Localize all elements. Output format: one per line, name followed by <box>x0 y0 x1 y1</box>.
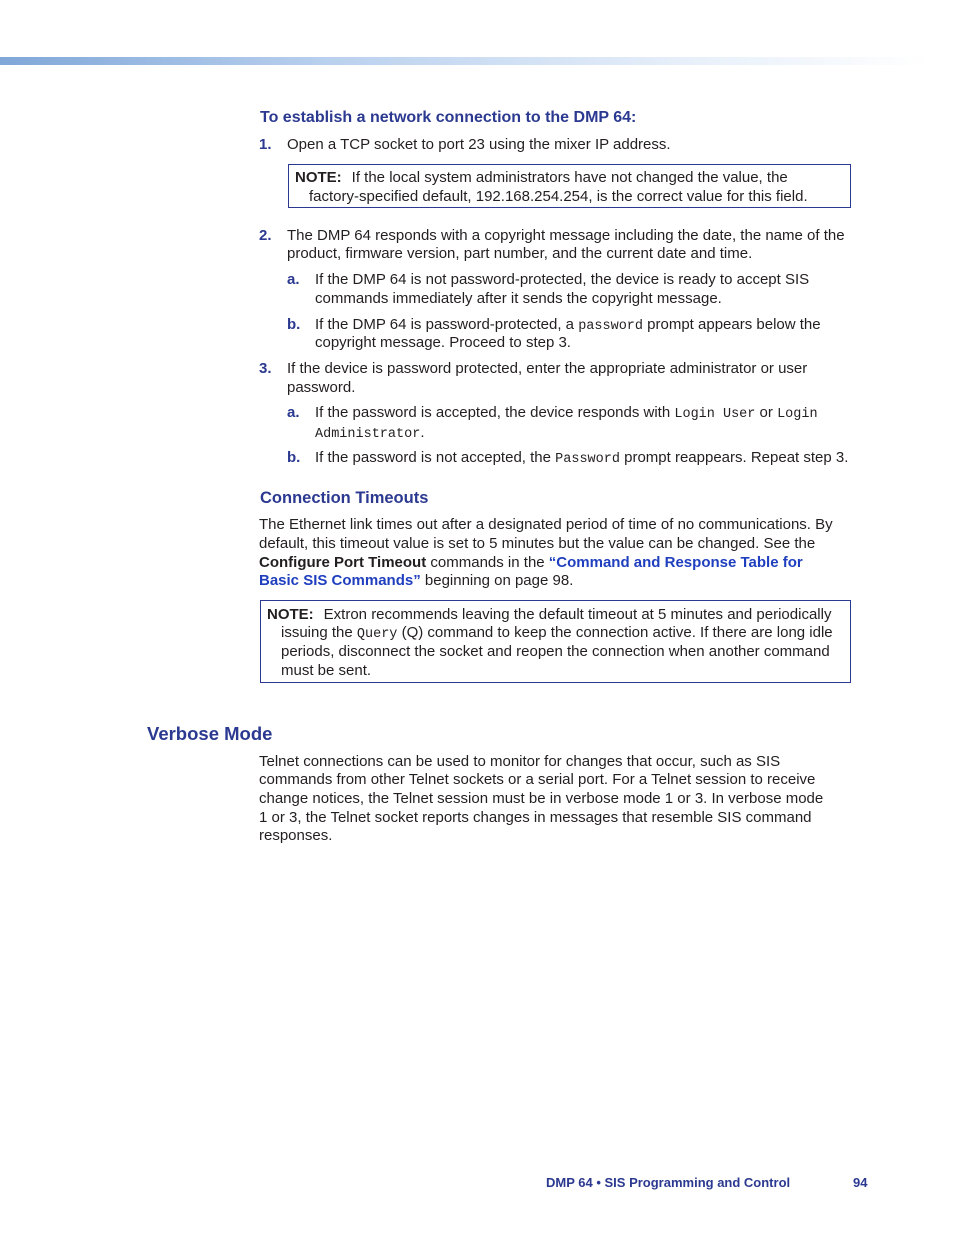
text-run: prompt reappears. Repeat step 3. <box>619 449 849 466</box>
code-administrator: Administrator <box>315 427 421 442</box>
step-2a-line: commands immediately after it sends the copyright message. <box>315 290 722 307</box>
step-2b-number: b. <box>287 316 301 333</box>
timeout-para-line <box>259 571 573 590</box>
step-1-text: Open a TCP socket to port 23 using the mixer IP address. <box>287 136 671 153</box>
step-2-number: 2. <box>259 227 272 244</box>
step-2-line: product, firmware version, part number, and the current date and time. <box>287 245 753 262</box>
text-run: commands in the <box>426 554 549 571</box>
header-gradient-bar <box>0 57 930 65</box>
step-2-line: The DMP 64 responds with a copyright message including the date, the name of the <box>287 227 845 244</box>
step-3a-line <box>315 403 818 424</box>
verbose-para-line: 1 or 3, the Telnet socket reports changes in messages that resemble SIS command <box>259 809 812 826</box>
text-run: . <box>420 424 425 441</box>
connection-timeouts-heading: Connection Timeouts <box>260 489 429 507</box>
code-login-user: Login User <box>674 407 756 422</box>
text-run: If the DMP 64 is password-protected, a <box>315 316 579 333</box>
note-line: Extron recommends leaving the default timeout at 5 minutes and periodically <box>323 606 832 623</box>
procedure-heading: To establish a network connection to the DMP 64: <box>260 109 637 126</box>
step-3-number: 3. <box>259 360 272 377</box>
code-password: password <box>578 319 643 334</box>
configure-port-timeout-text: Configure Port Timeout <box>259 554 427 571</box>
verbose-para-line: change notices, the Telnet session must be in verbose mode 1 or 3. In verbose mode <box>259 790 824 807</box>
text-run: issuing the <box>281 624 357 641</box>
timeout-para-line: The Ethernet link times out after a designated period of time of no communications. By <box>259 516 833 533</box>
note-line: periods, disconnect the socket and reopen the connection when another command <box>281 643 830 660</box>
code-query: Query <box>356 627 398 642</box>
verbose-mode-heading: Verbose Mode <box>147 723 273 744</box>
step-1-number: 1. <box>259 136 272 153</box>
step-3a-number: a. <box>287 404 300 421</box>
code-password-prompt: Password <box>555 452 620 467</box>
note-line: factory-specified default, 192.168.254.254, is the correct value for this field. <box>309 188 808 205</box>
text-run: If the password is not accepted, the <box>315 449 556 466</box>
note-label: NOTE: <box>267 606 314 623</box>
step-3b-line <box>315 448 848 469</box>
step-3-line: If the device is password protected, enter the appropriate administrator or user <box>287 360 808 377</box>
step-3a-line <box>315 423 425 444</box>
note-line <box>281 623 833 644</box>
text-run: (Q) command to keep the connection active. If there are long idle <box>397 624 833 641</box>
text-run: beginning on page 98. <box>420 572 574 589</box>
verbose-para-line: Telnet connections can be used to monitor for changes that occur, such as SIS <box>259 753 781 770</box>
step-2a-line: If the DMP 64 is not password-protected, the device is ready to accept SIS <box>315 271 810 288</box>
note-line: must be sent. <box>281 662 372 679</box>
step-2b-line: copyright message. Proceed to step 3. <box>315 334 571 351</box>
footer-title: DMP 64 • SIS Programming and Control <box>546 1175 791 1190</box>
step-2a-number: a. <box>287 271 300 288</box>
text-run: prompt appears below the <box>643 316 821 333</box>
text-run: If the password is accepted, the device responds with <box>315 404 675 421</box>
note-box-ip-default <box>288 164 851 208</box>
timeout-para-line <box>259 553 803 572</box>
verbose-para-line: responses. <box>259 827 333 844</box>
command-table-link[interactable]: “Command and Response Table for <box>548 554 803 571</box>
note-box-timeout <box>260 600 851 683</box>
step-3b-number: b. <box>287 449 301 466</box>
page-number: 94 <box>853 1175 868 1190</box>
command-table-link-cont[interactable]: Basic SIS Commands” <box>259 572 421 589</box>
code-login: Login <box>777 407 818 422</box>
timeout-para-line: default, this timeout value is set to 5 minutes but the value can be changed. See the <box>259 535 816 552</box>
note-label: NOTE: <box>295 169 342 186</box>
note-line: If the local system administrators have not changed the value, the <box>351 169 788 186</box>
verbose-para-line: commands from other Telnet sockets or a serial port. For a Telnet session to receive <box>259 771 816 788</box>
text-run: or <box>755 404 778 421</box>
step-3-line: password. <box>287 379 356 396</box>
